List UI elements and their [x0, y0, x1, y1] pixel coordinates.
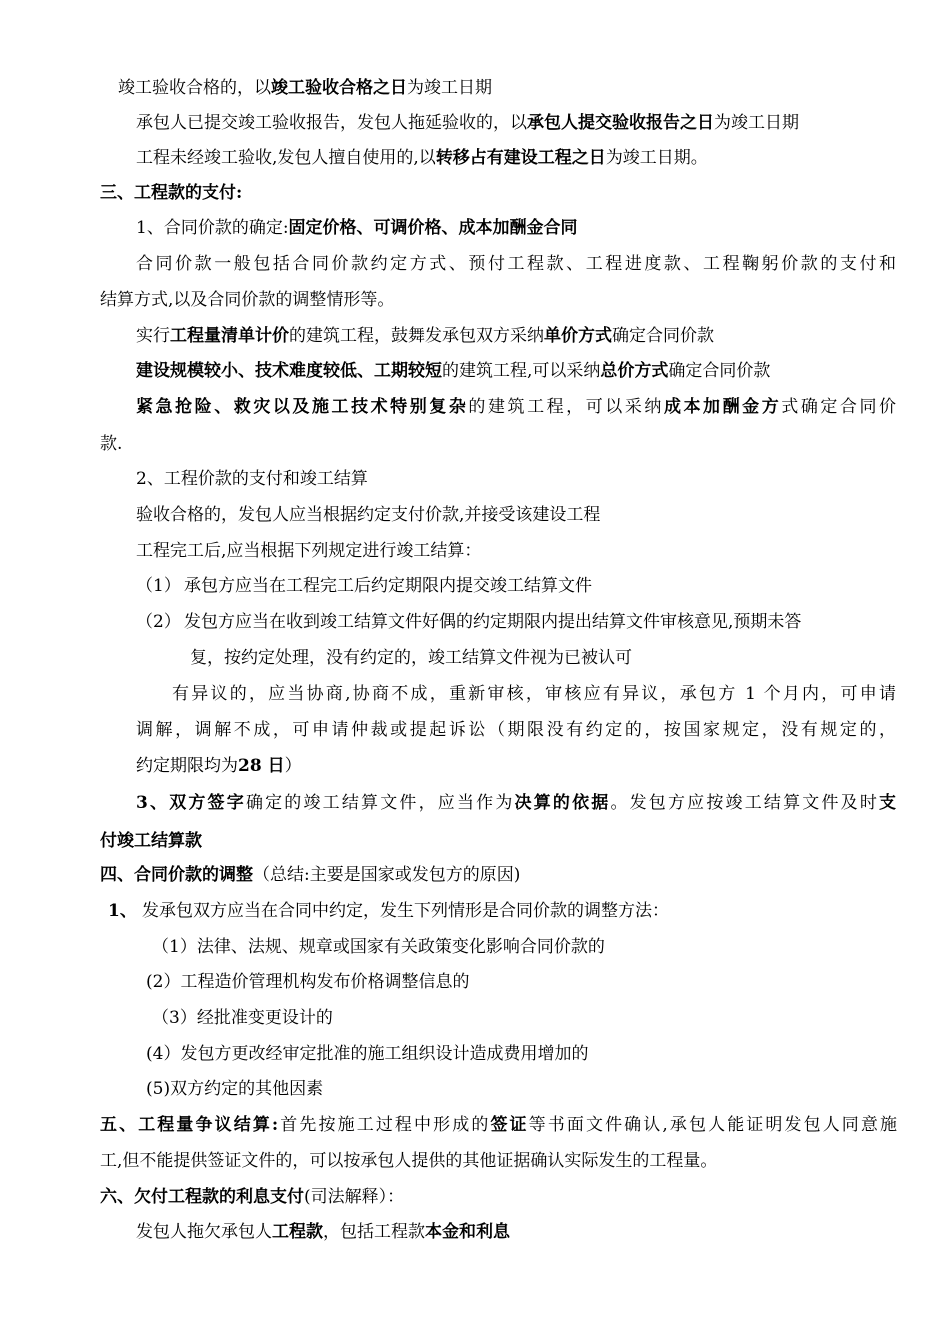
paragraph-unit-price: [136, 324, 714, 348]
paragraph-line: 付竣工结算款: [100, 831, 202, 851]
subsection-3: [136, 791, 896, 815]
paragraph-line: 款.: [100, 434, 123, 454]
text: 发承包双方应当在合同中约定，发生下列情形是合同价款的调整方法：: [142, 901, 669, 921]
paragraph-line: 合同价款一般包括合同价款约定方式、预付工程款、工程进度款、工程鞠躬价款的支付和: [136, 254, 896, 274]
bold-text: 工程款: [272, 1222, 323, 1242]
paragraph-line: 有异议的，应当协商,协商不成，重新审核，审核应有异议，承包方 1 个月内，可申请: [172, 684, 896, 704]
bold-text: 六、欠付工程款的利息支付: [100, 1187, 304, 1207]
subsection-1: [136, 216, 578, 240]
text: 确定合同价款: [612, 326, 714, 346]
list-marker: （2）: [136, 612, 181, 632]
bold-text: 签证: [490, 1115, 529, 1135]
text: 首先按施工过程中形成的: [278, 1115, 491, 1135]
bold-text: 四、合同价款的调整: [100, 865, 253, 885]
subsection-2: 2、工程价款的支付和竣工结算: [136, 469, 368, 489]
section-heading-3: 三、工程款的支付:: [100, 183, 243, 203]
section-heading-6: [100, 1185, 404, 1209]
list-marker: （1）: [136, 576, 181, 596]
text: ，包括工程款: [323, 1222, 425, 1242]
list-item: [136, 574, 592, 598]
text: 确定的竣工结算文件，应当作为: [245, 793, 515, 813]
text: 。发包方应按竣工结算文件及时: [610, 793, 880, 813]
text: 工程未经竣工验收,发包人擅自使用的,以: [136, 148, 436, 168]
bold-text: 决算的依据: [514, 793, 611, 813]
bold-text: 成本加酬金方: [663, 397, 782, 417]
list-marker: 1、: [108, 901, 137, 921]
text: 为竣工日期: [714, 113, 799, 133]
list-item-continuation: 复，按约定处理，没有约定的，竣工结算文件视为已被认可: [190, 648, 632, 668]
section-heading-5: [100, 1113, 897, 1137]
text: 实行: [136, 326, 170, 346]
text: (司法解释）：: [304, 1187, 405, 1207]
text: 确定合同价款: [668, 361, 771, 381]
bold-text: 总价方式: [600, 361, 669, 381]
text: 1、合同价款的确定:: [136, 218, 289, 238]
text: （总结:主要是国家或发包方的原因): [253, 865, 521, 885]
text: 为竣工日期。: [605, 148, 708, 168]
text: 的建筑工程，鼓舞发承包双方采纳: [289, 326, 544, 346]
bold-text: 支: [879, 793, 897, 813]
list-item: （1）法律、法规、规章或国家有关政策变化影响合同价款的: [152, 937, 605, 957]
text: 竣工验收合格的，以: [118, 78, 271, 98]
completion-line-3: [136, 146, 708, 170]
bold-text: 工程量清单计价: [170, 326, 289, 346]
paragraph-line: 工程完工后,应当根据下列规定进行竣工结算：: [136, 541, 482, 561]
paragraph-line: 工,但不能提供签证文件的，可以按承包人提供的其他证据确认实际发生的工程量。: [100, 1151, 718, 1171]
bold-text: 本金和利息: [425, 1222, 510, 1242]
bold-text: 紧急抢险、救灾以及施工技术特别复杂: [136, 397, 469, 417]
text: 承包方应当在工程完工后约定期限内提交竣工结算文件: [184, 576, 592, 596]
bold-text: 竣工验收合格之日: [271, 78, 407, 98]
bold-text: 28 日: [238, 756, 285, 776]
text: ）: [284, 756, 302, 776]
list-item: (5)双方约定的其他因素: [146, 1079, 324, 1099]
paragraph-interest: [136, 1220, 510, 1244]
list-item: (4）发包方更改经审定批准的施工组织设计造成费用增加的: [146, 1044, 589, 1064]
bold-text: 3、双方签字: [136, 793, 246, 813]
text: 约定期限均为: [136, 756, 238, 776]
list-item: [136, 610, 801, 634]
bold-text: 五、工程量争议结算:: [100, 1115, 279, 1135]
text: 发包方应当在收到竣工结算文件好偶的约定期限内提出结算文件审核意见,预期未答: [184, 612, 802, 632]
list-item: (2）工程造价管理机构发布价格调整信息的: [146, 972, 470, 992]
text: 的建筑工程,可以采纳: [442, 361, 601, 381]
text: 的建筑工程，可以采纳: [468, 397, 664, 417]
bold-text: 承包人提交验收报告之日: [527, 113, 714, 133]
bold-text: 建设规模较小、技术难度较低、工期较短: [136, 361, 442, 381]
section-heading-4: [100, 863, 520, 887]
paragraph-line: 调解，调解不成，可申请仲裁或提起诉讼（期限没有约定的，按国家规定，没有规定的，: [136, 720, 896, 740]
bold-text: 转移占有建设工程之日: [435, 148, 606, 168]
bold-text: 单价方式: [544, 326, 612, 346]
text: 承包人已提交竣工验收报告，发包人拖延验收的，以: [136, 113, 527, 133]
bold-text: 固定价格、可调价格、成本加酬金合同: [288, 218, 578, 238]
paragraph-line: 结算方式,以及合同价款的调整情形等。: [100, 290, 395, 310]
paragraph-cost-plus: [136, 395, 896, 419]
text: 等书面文件确认,承包人能证明发包人同意施: [528, 1115, 898, 1135]
text: 式确定合同价: [781, 397, 897, 417]
paragraph-line: 验收合格的，发包人应当根据约定支付价款,并接受该建设工程: [136, 505, 601, 525]
paragraph-total-price: [136, 359, 770, 383]
subsection-4: [108, 899, 669, 923]
text: 为竣工日期: [407, 78, 492, 98]
completion-line-1: [118, 76, 492, 100]
list-item: （3）经批准变更设计的: [152, 1008, 333, 1028]
completion-line-2: [136, 111, 799, 135]
paragraph-line: [136, 754, 302, 778]
text: 发包人拖欠承包人: [136, 1222, 272, 1242]
